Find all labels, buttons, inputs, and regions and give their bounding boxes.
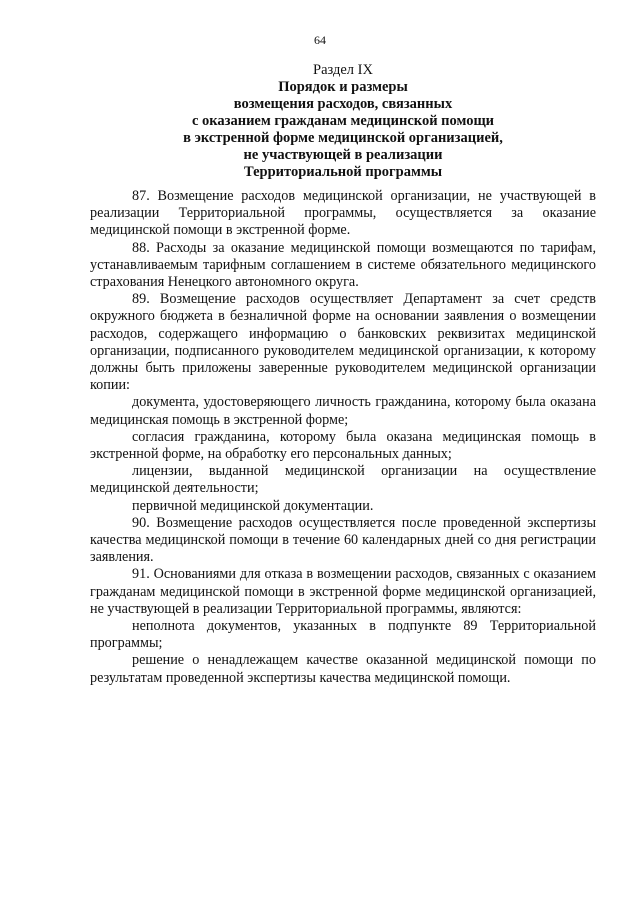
list-item-consent: согласия гражданина, которому была оказана медицинская помощь в экстренной форме, на обработку его персональных данных; — [90, 428, 596, 463]
document-body — [90, 188, 596, 687]
list-item-improper-quality: решение о ненадлежащем качестве оказанной медицинской помощи по результатам проведенной экспертизы качества медицинской помощи. — [90, 652, 596, 686]
paragraph-87: 87. Возмещение расходов медицинской организации, не участвующей в реализации Территориальной программы, осуществляется за оказание медицинской помощи в экстренной форме. — [90, 188, 596, 239]
section-title-line: Порядок и размеры — [278, 79, 408, 95]
section-title-line: Территориальной программы — [243, 164, 443, 180]
list-item-primary-documentation: первичной медицинской документации. — [132, 497, 374, 514]
section-heading — [90, 62, 596, 181]
section-title-line: в экстренной форме медицинской организацией, — [183, 130, 503, 146]
paragraph-91: 91. Основаниями для отказа в возмещении расходов, связанных с оказанием гражданам медицинской помощи в экстренной форме медицинской организацией, не участвующей в реализации Территориальной программы, являются: — [90, 566, 596, 617]
paragraph-90: 90. Возмещение расходов осуществляется после проведенной экспертизы качества медицинской помощи в течение 60 календарных дней со дня регистрации заявления. — [90, 514, 596, 566]
list-item-identity-document: документа, удостоверяющего личность гражданина, которому была оказана медицинская помощь в экстренной форме; — [90, 394, 596, 428]
section-title-line: с оказанием гражданам медицинской помощи — [191, 113, 495, 129]
paragraph-89: 89. Возмещение расходов осуществляет Департамент за счет средств окружного бюджета в безналичной форме на основании заявления о возмещении расходов, содержащего информацию о банковских реквизитах медицинской организации, подписанного руководителем медицинской организации, к которому должны быть приложены заверенные руководителем медицинской организации копии: — [90, 291, 596, 394]
page-number: 64 — [314, 33, 326, 47]
section-label: Раздел IX — [313, 62, 373, 78]
list-item-incomplete-documents: неполнота документов, указанных в подпункте 89 Территориальной программы; — [90, 618, 596, 652]
list-item-license: лицензии, выданной медицинской организации на осуществление медицинской деятельности; — [90, 463, 596, 497]
section-title-line: возмещения расходов, связанных — [233, 96, 453, 112]
section-title-line: не участвующей в реализации — [243, 147, 443, 163]
paragraph-88: 88. Расходы за оказание медицинской помощи возмещаются по тарифам, устанавливаемым тарифным соглашением в системе обязательного медицинского страхования Ненецкого автономного округа. — [90, 239, 596, 291]
